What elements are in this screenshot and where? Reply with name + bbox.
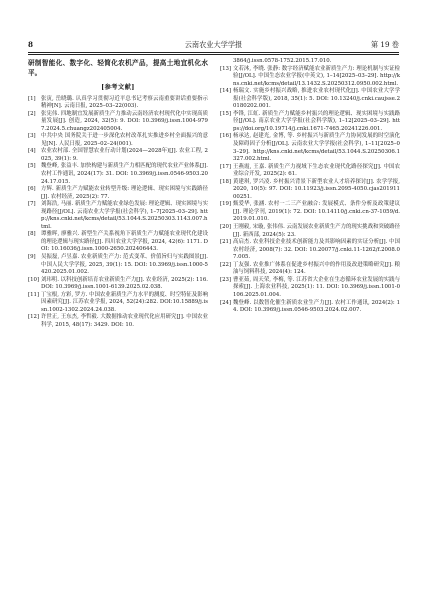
reference-text: 张寅, 岳晓璐. 认真学习贯彻习近平总书记考察云南重要讲话重要指示精神[N]. 云南日报, 2025–03–22(003). [41, 95, 208, 110]
right-column [220, 58, 400, 315]
reference-text: 王刚毅, 宋璇, 张伟伟. 云南发展农业新质生产力的现实挑战和突破路径[J]. 新西部, 2024(5): 23. [233, 224, 400, 238]
reference-text: 王燕霞, 王嘉. 新质生产力视域下生态农业现代化路径探究[J]. 中国农业综合开发, 2025(2): 61. [233, 163, 400, 178]
reference-entry [220, 111, 400, 134]
reference-text: 杨承达, 赵建光, 金博, 等. 乡村振兴与新质生产力协同发展的时空演化及障碍因子分析[J/OL]. 云南农业大学学报(社会科学), 1–11[2025–03–29]. http://kns.cnki.net/kcms/detail/53.1044.S.20250306.1327.002.html. [233, 133, 400, 163]
reference-number: [19] [220, 201, 232, 208]
left-column [28, 58, 208, 330]
reference-number: [14] [220, 88, 232, 95]
reference-number: [1] [28, 95, 36, 102]
reference-text: 丁友强. 农业推广体系在促进乡村振兴中的作用及改进策略研究[J]. 粮油与饲料科技, 2024(4): 124. [233, 261, 400, 276]
reference-entry [28, 231, 208, 254]
reference-number: [11] [28, 291, 40, 298]
reference-number: [6] [28, 186, 36, 193]
reference-text: 曹亚茹, 周天荣, 李梅, 等. 江苏省大企业在生态循环农业发展的实践与探索[J]. 上海农业科技, 2025(1): 11. DOI: 10.3969/j.issn.1001-0106.2025.01.004. [233, 276, 400, 298]
reference-number: [23] [220, 276, 232, 283]
reference-entry [220, 88, 400, 111]
reference-number: [21] [220, 239, 232, 246]
reference-number: [24] [220, 299, 232, 306]
reference-number: [8] [28, 231, 36, 238]
reference-text: 魏登峰, 张益丰. 加快构建与新质生产力相匹配的现代农业产业体系[J]. 农村工作通讯, 2024(17): 31. DOI: 10.3969/j.issn.0546-9503.2024.17.015. [41, 163, 208, 185]
reference-entry [220, 58, 400, 66]
reference-text: 农业农村部. 全国智慧农业行动计划(2024—2028年)[J]. 农业工程, 2025, 39(1): 9. [41, 148, 208, 162]
reference-entry [220, 277, 400, 300]
reference-number: [17] [220, 163, 232, 170]
reference-number: [7] [28, 201, 36, 208]
reference-entry [28, 292, 208, 315]
reference-entry [28, 111, 208, 134]
reference-number: [3] [28, 133, 36, 140]
references-heading: [参考文献] [101, 84, 135, 91]
reference-entry [28, 96, 208, 111]
reference-entry [28, 163, 208, 186]
reference-number: [13] [220, 65, 232, 72]
reference-entry [28, 148, 208, 163]
reference-text: 张宪伟. 四地制宜发展新质生产力推动云南经济农村现代化中实现高质量发展[J]. 创造, 2024, 32(5): 9. DOI: 10.3969/j.issn.1004-9797.2024.5.chuangz202405004. [41, 110, 208, 132]
body-paragraph: 研制智能化、数字化、轻简化农机产品，提高土地宜机化水平。 [28, 59, 208, 77]
reference-text: 丁宝根, 方彩, 罗方. 中国农业新质生产力水平的测度、时空特征及影响因素研究[J]. 江苏农业学报, 2024, 52(24):282. DOI:10.15889/j.issn.1002-1302.2024.24.038. [41, 291, 208, 313]
journal-title: 云南农业大学学报 [184, 40, 243, 49]
reference-list-right [220, 58, 400, 315]
reference-number: [2] [28, 110, 36, 117]
reference-number: [4] [28, 148, 36, 155]
reference-number: [10] [28, 276, 40, 283]
running-header [28, 39, 399, 51]
reference-entry [220, 133, 400, 163]
reference-text: 中共中央 国务院关于进一步深化农村改革扎实推进乡村全面振兴的意见[N]. 人民日报, 2025–02–24(001). [41, 133, 208, 147]
header-rule-thin [28, 54, 399, 55]
reference-text: 杨瑞文. 实施乡村振兴战略, 推进农业农村现代化[J]. 中国农业大学学报(社会科学版), 2018, 35(1): 5. DOI: 10.13240/j.cnki.caujsse.20180202.001. [233, 88, 400, 110]
reference-entry [28, 314, 208, 329]
reference-entry [28, 133, 208, 148]
reference-entry [220, 179, 400, 202]
reference-entry [220, 164, 400, 179]
reference-text: 甄爱华, 张涵. 农村一二三产业融合: 发展模式、条件分析及政策建议[J]. 理论学刊, 2019(1): 72. DOI: 10.14110/j.cnki.cn-37-1059/d.2019.01.010. [233, 201, 400, 223]
reference-entry [28, 201, 208, 231]
reference-text: 方辉. 新质生产力赋能农业转型升级: 理论逻辑、现实困境与实践路径[J]. 农村经济, 2025(2): 77. [41, 186, 208, 200]
page-number: 8 [28, 40, 34, 49]
reference-entry [28, 254, 208, 277]
reference-text: 刘玮明. 以科技创新培育农业新质生产力[J]. 农业经济, 2025(2): 116. DOI: 10.3969/j.issn.1001-6139.2025.02.038. [41, 276, 208, 291]
reference-text: 3864/j.issn.0578-1752.2015.17.010. [233, 58, 332, 64]
reference-entry [28, 277, 208, 292]
reference-entry [220, 66, 400, 89]
reference-entry [220, 262, 400, 277]
reference-text: 刘海浩, 马丽. 新质生产力赋能农业绿色发展: 理论逻辑、现实困境与实现路径[J/OL]. 云南农业大学学报(社会科学), 1–7[2025–03–29]. http://kns.cnki.net/kcms/detail/53.1044.S.20250303.1143.007.html. [41, 201, 208, 230]
reference-number: [22] [220, 261, 232, 268]
reference-number: [9] [28, 254, 36, 261]
reference-text: 许世正, 王东杰, 李哲毅. 大数据推动农业现代化应用研究[J]. 中国农业科学, 2015, 48(17): 3429. DOI: 10. [41, 314, 208, 328]
reference-text: 黄建琪, 罗兴凌. 乡村振兴背景下新型农业人才培养探讨[J]. 农学学报, 2020, 10(5): 97. DOI: 10.11923/j.issn.2095-4050.cjas20191100251. [233, 178, 400, 200]
reference-text: 吴振磊, 卢昱嘉. 农业新质生产力: 范式变革、价值旨归与实践图景[J]. 中国人民大学学报, 2025, 39(1): 15. DOI: 10.3969/j.issn.1000-5420.2025.01.002. [41, 254, 208, 276]
reference-entry [28, 186, 208, 201]
reference-entry [220, 239, 400, 262]
reference-text: 谭雅晖, 廖雅兴. 新型生产关系视角下新质生产力赋能农业现代化建设的理论逻辑与现实路径[J]. 四川农业大学学报, 2024, 42(6): 1171. DOI: 10.16036/j.issn.1000-2650.202406443. [41, 231, 208, 253]
reference-text: 李锋, 江虹. 新质生产力赋能乡村振兴的理论逻辑、现实困境与实践路径[J/OL]. 南京农业大学学报(社会科学版), 1–12[2025–03–29]. https://doi.org/10.19714/j.cnki.1671-7465.20241226.001. [233, 110, 400, 132]
reference-number: [5] [28, 163, 36, 170]
reference-number: [18] [220, 178, 232, 185]
reference-text: 魏登峰. 以数智化催生新质农业生产力[J]. 农村工作通讯, 2024(2): 14. DOI: 10.3969/j.issn.0546-9503.2024.02.007. [233, 299, 400, 314]
reference-number: [15] [220, 110, 232, 117]
reference-entry [220, 300, 400, 315]
reference-entry [220, 201, 400, 224]
reference-text: 高启杰. 农业科技企业技术创新能力及其影响因素的实证分析[J]. 中国农村经济, 2008(7): 32. DOI: 10.20077/j.cnki.11-1262/f.2008.07.005. [233, 239, 400, 261]
volume-label: 第 19 卷 [370, 40, 399, 49]
reference-list-left [28, 96, 208, 330]
reference-number: [16] [220, 133, 232, 140]
reference-entry [220, 224, 400, 239]
reference-number: [12] [28, 314, 40, 321]
reference-number: [20] [220, 224, 232, 231]
reference-text: 文若沐, 李晓. 张静: 数字经济赋能农业新质生产力: 理论机制与实证检验[J/OL]. 中国生态农业学报(中英文), 1–14[2025–03–29]. http://kns.cnki.net/kcms/detail/13.1432.S.20250312.0950.002.html. [233, 65, 400, 87]
header-rule [28, 52, 399, 53]
